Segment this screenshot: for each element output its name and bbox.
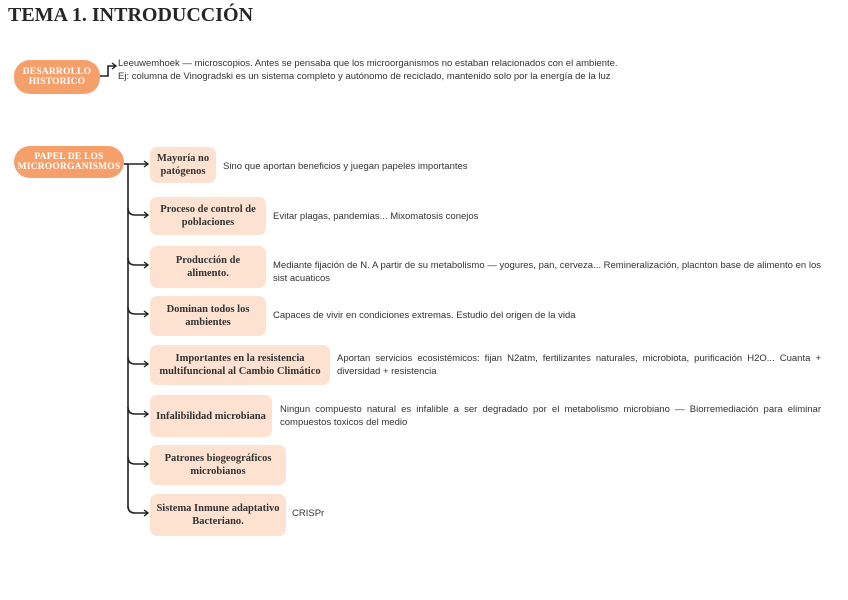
item-box-biogeograficos[interactable]: Patrones biogeográficos microbianos: [150, 445, 286, 485]
item-box-mayoria[interactable]: Mayoría no patógenos: [150, 147, 216, 183]
branch-3: [128, 307, 148, 314]
item-box-cambio-climatico[interactable]: Importantes en la resistencia multifuncional al Cambio Climático: [150, 345, 330, 385]
item-box-control[interactable]: Proceso de control de poblaciones: [150, 197, 266, 235]
historico-line-1: Leeuwemhoek — microscopios. Antes se pensaba que los microorganismos no estaban relacionados con el ambiente.: [118, 58, 618, 69]
branch-4: [128, 357, 148, 364]
branch-5: [128, 407, 148, 414]
historico-line-2: Ej: columna de Vinogradski es un sistema completo y autónomo de reciclado, mantenido solo por la energía de la luz: [118, 71, 611, 82]
branch-6: [128, 457, 148, 464]
item-desc-produccion: Mediante fijación de N. A partir de su metabolismo — yogures, pan, cerveza... Remineralización, placnton base de alimento en los sist acuaticos: [273, 260, 821, 284]
item-box-ambientes[interactable]: Dominan todos los ambientes: [150, 296, 266, 336]
page-title: TEMA 1. INTRODUCCIÓN: [8, 4, 254, 26]
branch-7: [128, 506, 148, 513]
historico-node[interactable]: DESARROLLO HISTORICO: [14, 60, 100, 94]
item-desc-mayoria: Sino que aportan beneficios y juegan papeles importantes: [223, 161, 468, 172]
branch-1: [128, 208, 148, 215]
item-desc-ambientes: Capaces de vivir en condiciones extremas. Estudio del origen de la vida: [273, 310, 576, 321]
historico-text: [118, 57, 618, 83]
item-desc-control: Evitar plagas, pandemias... Mixomatosis conejos: [273, 211, 479, 222]
item-box-produccion[interactable]: Producción de alimento.: [150, 246, 266, 288]
branch-2: [128, 258, 148, 265]
item-desc-inmune: CRISPr: [292, 508, 325, 519]
item-box-infalibilidad[interactable]: Infalibilidad microbiana: [150, 395, 272, 437]
item-desc-infalibilidad: Ningun compuesto natural es infalible a ser degradado por el metabolismo microbiano — Biorremediación para eliminar compuestos toxicos del medio: [280, 404, 821, 428]
papel-node[interactable]: PAPEL DE LOS MICROORGANISMOS: [14, 146, 124, 178]
item-desc-cambio-climatico: Aportan servicios ecosistémicos: fijan N2atm, fertilizantes naturales, microbiota, purificación H2O... Cuanta + diversidad + resistencia: [337, 353, 821, 377]
item-box-inmune[interactable]: Sistema Inmune adaptativo Bacteriano.: [150, 494, 286, 536]
